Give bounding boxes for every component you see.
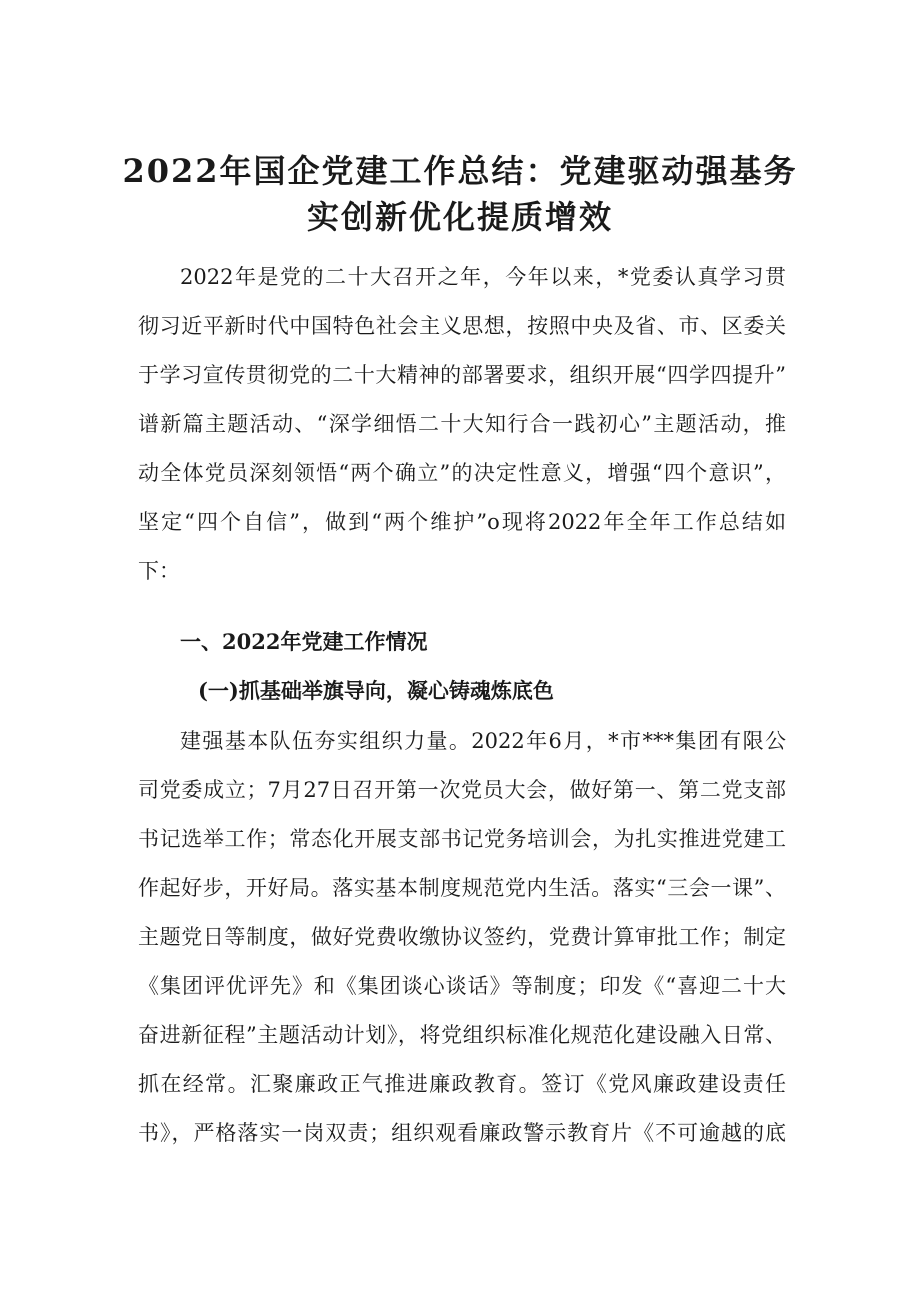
body-paragraph-line: 书记选举工作；常态化开展支部书记党务培训会，为扎实推进党建工 <box>138 827 786 851</box>
intro-paragraph-line: 坚定“四个自信”，做到“两个维护”o现将2022年全年工作总结如 <box>138 510 786 534</box>
document-title-line-1: 2022年国企党建工作总结：党建驱动强基务 <box>122 152 798 190</box>
body-paragraph-line: 书》，严格落实一岗双责；组织观看廉政警示教育片《不可逾越的底 <box>138 1121 786 1145</box>
intro-paragraph-line: 下： <box>138 559 180 583</box>
intro-paragraph-line: 动全体党员深刻领悟“两个确立”的决定性意义，增强“四个意识”， <box>138 461 786 485</box>
intro-paragraph-line: 谱新篇主题活动、“深学细悟二十大知行合一践初心”主题活动，推 <box>138 412 786 436</box>
body-paragraph-line: 作起好步，开好局。落实基本制度规范党内生活。落实“三会一课”、 <box>138 876 786 900</box>
body-paragraph-line: 抓在经常。汇聚廉政正气推进廉政教育。签订《党风廉政建设责任 <box>138 1072 786 1096</box>
document-title-line-2: 实创新优化提质增效 <box>306 198 613 236</box>
body-paragraph-line: 主题党日等制度，做好党费收缴协议签约，党费计算审批工作；制定 <box>138 925 786 949</box>
intro-paragraph-line: 2022年是党的二十大召开之年，今年以来，*党委认真学习贯 <box>180 265 786 289</box>
intro-paragraph-line: 于学习宣传贯彻党的二十大精神的部署要求，组织开展“四学四提升” <box>138 363 786 387</box>
subsection-heading: (一)抓基础举旗导向，凝心铸魂炼底色 <box>198 678 554 703</box>
body-paragraph-line: 建强基本队伍夯实组织力量。2022年6月，*市***集团有限公 <box>180 729 786 753</box>
body-paragraph-line: 奋进新征程”主题活动计划》，将党组织标准化规范化建设融入日常、 <box>138 1023 786 1047</box>
body-paragraph-line: 司党委成立；7月27日召开第一次党员大会，做好第一、第二党支部 <box>138 778 786 802</box>
body-paragraph-line: 《集团评优评先》和《集团谈心谈话》等制度；印发《“喜迎二十大 <box>138 974 786 998</box>
intro-paragraph-line: 彻习近平新时代中国特色社会主义思想，按照中央及省、市、区委关 <box>138 314 786 338</box>
section-heading: 一、2022年党建工作情况 <box>180 629 428 654</box>
